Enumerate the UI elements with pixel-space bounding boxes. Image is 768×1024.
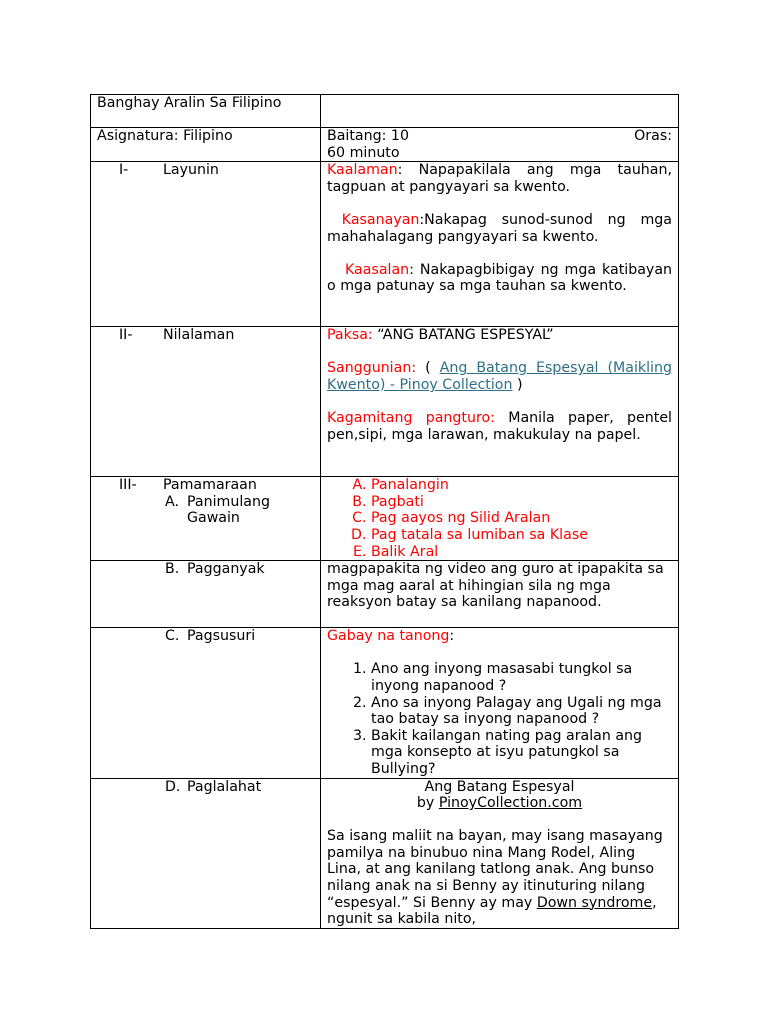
story-source-link[interactable]: PinoyCollection.com: [438, 795, 583, 812]
subject-label: Asignatura: Filipino: [97, 128, 233, 144]
procedure-row: [91, 477, 679, 561]
intro-label-1: Panimulang: [187, 493, 270, 510]
knowledge-text: : Napapakilala ang mga tauhan, tagpuan at pangyayari sa kwento.: [327, 162, 672, 195]
analysis-content-cell: [321, 628, 679, 778]
values-label: Kaasalan: [344, 261, 410, 278]
list-item: 1. Ano ang inyong masasabi tungkol sa inyong napanood ?: [371, 661, 672, 694]
list-item: D. Pag tatala sa lumiban sa Klase: [371, 527, 672, 544]
objectives-number: I-: [119, 162, 129, 179]
analysis-label: Pagsusuri: [187, 628, 256, 645]
list-item: A. Panalangin: [371, 477, 672, 494]
list-item: E. Balik Aral: [371, 544, 672, 561]
time-value: 60 minuto: [327, 144, 400, 161]
guide-questions-colon: :: [449, 628, 455, 645]
guide-questions-heading: [327, 628, 672, 645]
reference-close-paren: ): [512, 376, 523, 393]
motivation-letter: B.: [165, 561, 180, 578]
list-item: 2. Ano sa inyong Palagay ang Ugali ng mga tao batay sa inyong napanood ?: [371, 695, 672, 728]
story-by: by: [416, 795, 439, 812]
story-text-2: , ngunit sa kabila nito,: [327, 894, 657, 928]
materials-line: [327, 410, 672, 443]
lesson-plan-table: [90, 94, 679, 929]
motivation-text-cell: [321, 561, 679, 628]
reference-open-paren: (: [416, 360, 440, 377]
skill-text: :Nakapag sunod-sunod ng mga mahahalagang pangyayari sa kwento.: [327, 211, 672, 245]
procedure-label-cell: [91, 477, 321, 561]
subject-cell: [91, 128, 321, 162]
analysis-label-cell: [91, 628, 321, 778]
guide-questions-label: Gabay na tanong: [327, 628, 450, 645]
analysis-letter: C.: [165, 628, 180, 645]
story-cell: [321, 778, 679, 928]
time-label: Oras:: [634, 128, 672, 144]
objectives-row: [91, 162, 679, 327]
guide-questions-list: [327, 661, 672, 777]
list-item: 3. Bakit kailangan nating pag aralan ang mga konsepto at isyu patungkol sa Bullying?: [371, 728, 672, 778]
knowledge-objective: [327, 162, 672, 195]
materials-label: Kagamitang pangturo:: [327, 410, 495, 427]
content-content-cell: [321, 327, 679, 477]
topic-text: “ANG BATANG ESPESYAL”: [372, 327, 554, 344]
topic-line: [327, 327, 672, 344]
procedure-label: Pamamaraan: [163, 477, 257, 494]
content-label: Nilalaman: [163, 327, 235, 344]
procedure-number: III-: [119, 477, 137, 494]
grade-time-cell: [321, 128, 679, 162]
generalization-letter: D.: [165, 778, 181, 795]
materials-text: Manila paper, pentel pen,sipi, mga larawan, makukulay na papel.: [327, 410, 672, 443]
subject-row: [91, 128, 679, 162]
motivation-row: [91, 561, 679, 628]
story-byline: [327, 795, 672, 812]
motivation-label: Pagganyak: [187, 561, 265, 578]
analysis-row: [91, 628, 679, 778]
reference-link[interactable]: Ang Batang Espesyal (Maikling Kwento) - Pinoy Collection: [327, 360, 672, 393]
values-text: : Nakapagbibigay ng mga katibayan o mga patunay sa mga tauhan sa kwento.: [327, 261, 673, 295]
list-item: B. Pagbati: [371, 494, 672, 511]
values-objective: [327, 262, 672, 295]
generalization-label: Paglalahat: [187, 778, 262, 795]
story-title: Ang Batang Espesyal: [424, 778, 575, 795]
story-text-1: Sa isang maliit na bayan, may isang masayang pamilya na binubuo nina Mang Rodel, Aling Lina, at ang kanilang tatlong anak. Ang bunso nilang anak na si Benny ay itinuturing nilang “espesyal.” Si Benny ay may: [327, 828, 663, 911]
content-number: II-: [119, 327, 133, 344]
grade-label: Baitang: 10: [327, 128, 409, 144]
motivation-label-cell: [91, 561, 321, 628]
objectives-label-cell: [91, 162, 321, 327]
skill-objective: [327, 212, 672, 245]
knowledge-label: Kaalaman: [327, 162, 398, 179]
lesson-title: Banghay Aralin Sa Filipino: [97, 95, 282, 111]
content-row: [91, 327, 679, 477]
topic-label: Paksa:: [327, 327, 373, 344]
content-label-cell: [91, 327, 321, 477]
intro-activity-list: [327, 477, 672, 560]
intro-activity-cell: [321, 477, 679, 561]
reference-line: [327, 360, 672, 393]
title-row: [91, 95, 679, 128]
motivation-text: magpapakita ng video ang guro at ipapakita sa mga mag aaral at hihingian sila ng mga reaksyon batay sa kanilang napanood.: [327, 561, 664, 611]
objectives-label: Layunin: [163, 162, 219, 179]
generalization-label-cell: [91, 778, 321, 928]
objectives-content-cell: [321, 162, 679, 327]
title-cell: [91, 95, 321, 128]
generalization-row: [91, 778, 679, 928]
reference-label: Sanggunian:: [327, 360, 417, 377]
list-item: C. Pag aayos ng Silid Aralan: [371, 510, 672, 527]
down-syndrome-link[interactable]: Down syndrome: [536, 894, 653, 911]
intro-activity-label: [165, 494, 314, 527]
story-paragraph: [327, 828, 672, 928]
skill-label: Kasanayan: [341, 211, 420, 228]
title-blank-cell: [321, 95, 679, 128]
intro-letter: A.: [165, 493, 179, 510]
intro-label-2: Gawain: [187, 510, 240, 527]
